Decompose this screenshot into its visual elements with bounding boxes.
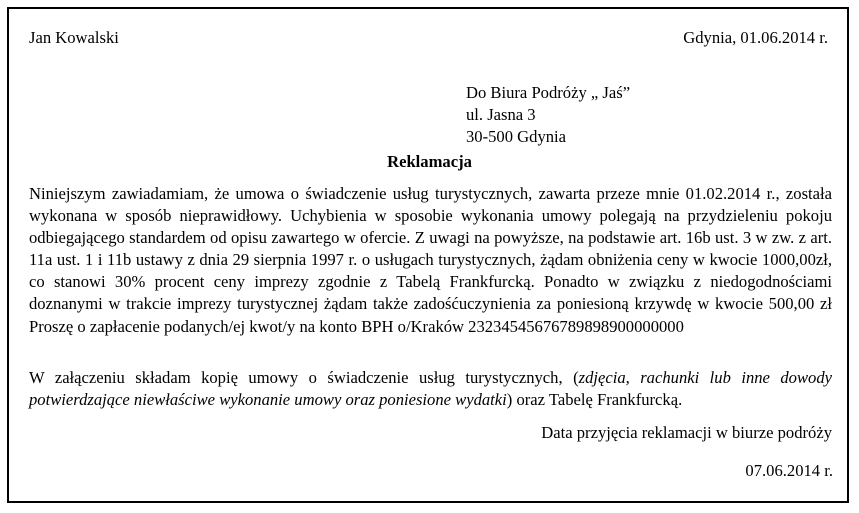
sender-name: Jan Kowalski xyxy=(29,28,119,47)
attachment-text-italic: zdjęcia, rachunki lub inne dowody potwierdzające niewłaściwe wykonanie umowy oraz poniesione wydatki xyxy=(29,368,833,410)
attachment-text-start: W załączeniu składam kopię umowy o świadczenie usług turystycznych, ( xyxy=(29,368,579,387)
letter-title: Reklamacja xyxy=(387,152,472,171)
place-and-date: Gdynia, 01.06.2014 r. xyxy=(683,28,828,47)
receipt-date: 07.06.2014 r. xyxy=(745,461,833,480)
recipient-line-3: 30-500 Gdynia xyxy=(466,127,567,146)
recipient-line-2: ul. Jasna 3 xyxy=(466,105,536,124)
receipt-label: Data przyjęcia reklamacji w biurze podróży xyxy=(541,423,832,442)
attachment-paragraph xyxy=(29,367,832,411)
attachment-text-end: ) oraz Tabelę Frankfurcką. xyxy=(506,390,683,410)
recipient-line-1: Do Biura Podróży „ Jaś” xyxy=(466,83,631,102)
body-paragraph: Niniejszym zawiadamiam, że umowa o świadczenie usług turystycznych, zawarta przeze mnie 01.02.2014 r., została wykonana w sposób nieprawidłowy. Uchybienia w sposobie wykonania umowy polegają na przydzieleniu pokoju odbiegającego standardem od opisu zawartego w ofercie. Z uwagi na powyższe, na podstawie art. 16b ust. 3 w zw. z art. 11a ust. 1 i 11b ustawy z dnia 29 sierpnia 1997 r. o usługach turystycznych, żądam obniżenia ceny w kwocie 1000,00zł, co stanowi 30% procent ceny imprezy zgodnie z Tabelą Frankfurcką. Ponadto w związku z niedogodnościami doznanymi w trakcie imprezy turystycznej żądam także zadośćuczynienia za poniesioną krzywdę w kwocie 500,00 zł Proszę o zapłacenie podanych/ej kwot/y na konto BPH o/Kraków 23234545676789898900000000 xyxy=(29,184,832,336)
